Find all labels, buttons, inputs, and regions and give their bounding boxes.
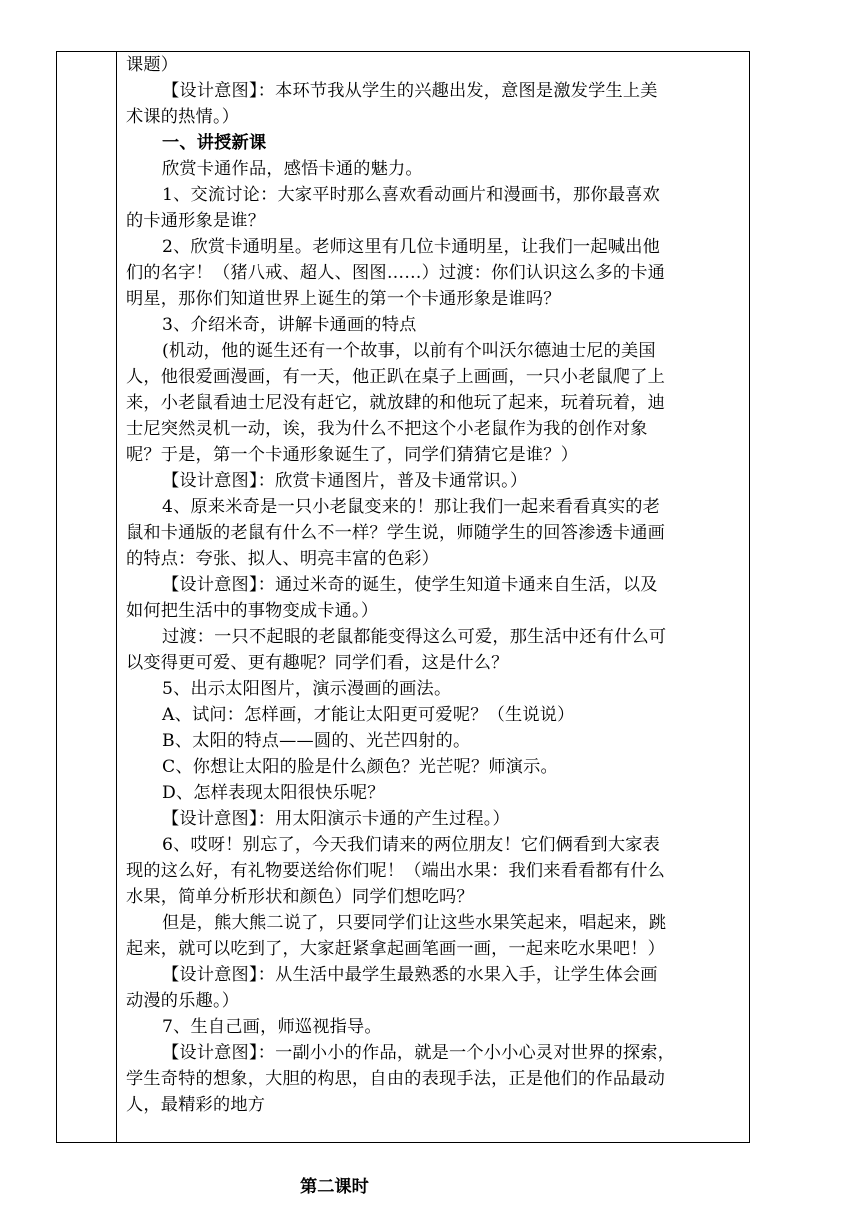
paragraph-line: 人，最精彩的地方: [126, 1095, 266, 1115]
lesson-plan-table: [56, 51, 750, 1197]
paragraph-line: 但是，熊大熊二说了，只要同学们让这些水果笑起来，唱起来，跳: [162, 913, 667, 933]
paragraph-line: 来，小老鼠看迪士尼没有赶它，就放肆的和他玩了起来，玩着玩着，迪: [126, 393, 666, 413]
paragraph-line: 士尼突然灵机一动，诶，我为什么不把这个小老鼠作为我的创作对象: [126, 419, 648, 439]
paragraph-line: 以变得更可爱、更有趣呢？同学们看，这是什么？: [126, 653, 509, 673]
paragraph-line: 水果，简单分析形状和颜色）同学们想吃吗？: [126, 887, 474, 907]
section-title: 第二课时: [300, 1177, 369, 1197]
table-column-divider: [116, 52, 117, 1142]
paragraph-line: 6、哎呀！别忘了，今天我们请来的两位朋友！它们俩看到大家表: [162, 835, 660, 855]
paragraph-line: 动漫的乐趣。）: [126, 991, 240, 1011]
section-heading: 一、讲授新课: [162, 133, 267, 153]
paragraph-line: 鼠和卡通版的老鼠有什么不一样？学生说，师随学生的回答渗透卡通画: [126, 523, 666, 543]
paragraph-line: 现的这么好，有礼物要送给你们呢！（端出水果：我们来看看都有什么: [126, 861, 666, 881]
paragraph-line: 起来，就可以吃到了，大家赶紧拿起画笔画一画，一起来吃水果吧！）: [126, 939, 666, 959]
paragraph-line: (机动，他的诞生还有一个故事，以前有个叫沃尔德迪士尼的美国: [162, 341, 656, 361]
paragraph-line: B、太阳的特点——圆的、光芒四射的。: [162, 731, 471, 751]
paragraph-line: 人，他很爱画漫画，有一天，他正趴在桌子上画画，一只小老鼠爬了上: [126, 367, 666, 387]
paragraph-line: 学生奇特的想象，大胆的构思，自由的表现手法，正是他们的作品最动: [126, 1069, 666, 1089]
paragraph-line: 【设计意图】：欣赏卡通图片，普及卡通常识。）: [162, 471, 528, 491]
paragraph-line: 的特点：夸张、拟人、明亮丰富的色彩）: [126, 549, 439, 569]
paragraph-line: 1、交流讨论：大家平时那么喜欢看动画片和漫画书，那你最喜欢: [162, 185, 660, 205]
paragraph-line: 的卡通形象是谁？: [126, 211, 266, 231]
paragraph-line: 【设计意图】：从生活中最学生最熟悉的水果入手，让学生体会画: [162, 965, 658, 985]
paragraph-line: 3、介绍米奇，讲解卡通画的特点: [162, 315, 417, 335]
paragraph-line: 5、出示太阳图片，演示漫画的画法。: [162, 679, 452, 699]
paragraph-line: 【设计意图】：本环节我从学生的兴趣出发，意图是激发学生上美: [162, 81, 658, 101]
paragraph-line: 【设计意图】：一副小小的作品，就是一个小小心灵对世界的探索，: [162, 1043, 676, 1063]
paragraph-line: 欣赏卡通作品，感悟卡通的魅力。: [162, 159, 423, 179]
paragraph-line: 2、欣赏卡通明星。老师这里有几位卡通明星，让我们一起喊出他: [162, 237, 660, 257]
paragraph-line: 明星，那你们知道世界上诞生的第一个卡通形象是谁吗？: [126, 289, 561, 309]
paragraph-line: A、试问：怎样画，才能让太阳更可爱呢？（生说说）: [162, 705, 575, 725]
lesson-content-cell: [126, 52, 746, 1118]
paragraph-line: 过渡：一只不起眼的老鼠都能变得这么可爱，那生活中还有什么可: [162, 627, 667, 647]
paragraph-line: 们的名字！（猪八戒、超人、图图……）过渡：你们认识这么多的卡通: [126, 263, 666, 283]
paragraph-line: 4、原来米奇是一只小老鼠变来的！那让我们一起来看看真实的老: [162, 497, 660, 517]
paragraph-line: 课题）: [126, 55, 179, 75]
paragraph-line: 7、生自己画，师巡视指导。: [162, 1017, 382, 1037]
paragraph-line: D、怎样表现太阳很快乐呢？: [162, 783, 385, 803]
paragraph-line: C、你想让太阳的脸是什么颜色？光芒呢？师演示。: [162, 757, 558, 777]
paragraph-line: 【设计意图】：用太阳演示卡通的产生过程。）: [162, 809, 510, 829]
paragraph-line: 呢？于是，第一个卡通形象诞生了，同学们猜猜它是谁？）: [126, 445, 579, 465]
paragraph-line: 如何把生活中的事物变成卡通。）: [126, 601, 379, 621]
paragraph-line: 术课的热情。）: [126, 107, 240, 127]
paragraph-line: 【设计意图】：通过米奇的诞生，使学生知道卡通来自生活，以及: [162, 575, 658, 595]
